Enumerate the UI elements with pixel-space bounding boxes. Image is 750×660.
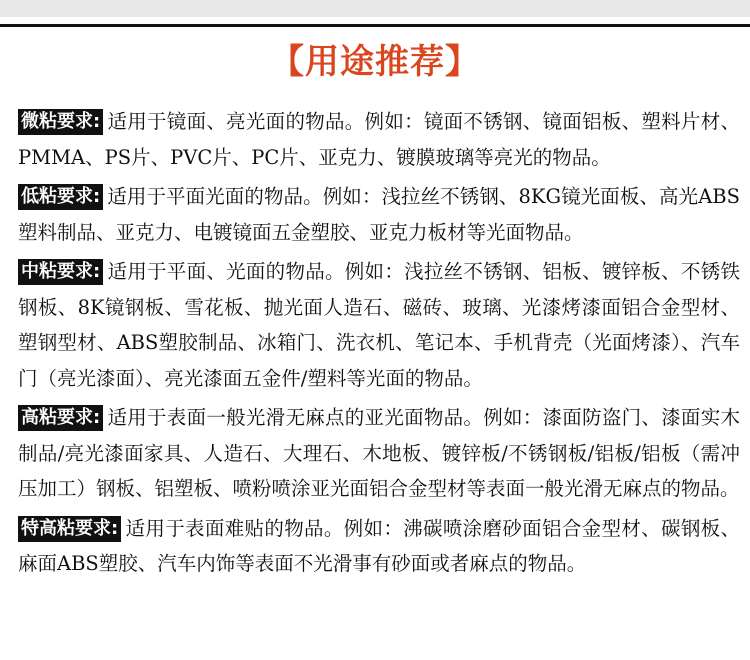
section-text-extra-high-tack: 适用于表面难贴的物品。例如：沸碳喷涂磨砂面铝合金型材、碳钢板、麻面ABS塑胶、汽车内饰等表面不光滑事有砂面或者麻点的物品。 xyxy=(18,516,740,575)
title-row xyxy=(0,38,750,86)
section-text-low-tack: 适用于平面光面的物品。例如：浅拉丝不锈钢、8KG镜光面板、高光ABS塑料制品、亚克力、电镀镜面五金塑胶、亚克力板材等光面物品。 xyxy=(18,185,740,244)
section-label-high-tack: 高粘要求: xyxy=(18,405,103,431)
top-gray-band xyxy=(0,0,750,17)
page-title: 【用途推荐】 xyxy=(270,42,480,82)
section-medium-tack xyxy=(18,254,740,396)
section-micro-tack xyxy=(18,104,740,175)
section-label-medium-tack: 中粘要求: xyxy=(18,259,103,285)
section-label-micro-tack: 微粘要求: xyxy=(18,109,103,135)
section-extra-high-tack xyxy=(18,511,740,582)
section-text-medium-tack: 适用于平面、光面的物品。例如：浅拉丝不锈钢、铝板、镀锌板、不锈铁钢板、8K镜钢板、雪花板、抛光面人造石、磁砖、玻璃、光漆烤漆面铝合金型材、塑钢型材、ABS塑胶制品、冰箱门、洗衣机、笔记本、手机背壳（光面烤漆）、汽车门（亮光漆面）、亮光漆面五金件/塑料等光面的物品。 xyxy=(18,260,740,390)
usage-sections xyxy=(18,104,740,582)
section-text-micro-tack: 适用于镜面、亮光面的物品。例如：镜面不锈钢、镜面铝板、塑料片材、PMMA、PS片、PVC片、PC片、亚克力、镀膜玻璃等亮光的物品。 xyxy=(18,110,740,169)
section-label-extra-high-tack: 特高粘要求: xyxy=(18,516,121,542)
top-divider xyxy=(0,24,750,27)
section-high-tack xyxy=(18,400,740,507)
section-text-high-tack: 适用于表面一般光滑无麻点的亚光面物品。例如：漆面防盗门、漆面实木制品/亮光漆面家具、人造石、大理石、木地板、镀锌板/不锈钢板/铝板/铝板（需冲压加工）钢板、铝塑板、喷粉喷涂亚光面铝合金型材等表面一般光滑无麻点的物品。 xyxy=(18,406,740,500)
section-label-low-tack: 低粘要求: xyxy=(18,184,103,210)
section-low-tack xyxy=(18,179,740,250)
